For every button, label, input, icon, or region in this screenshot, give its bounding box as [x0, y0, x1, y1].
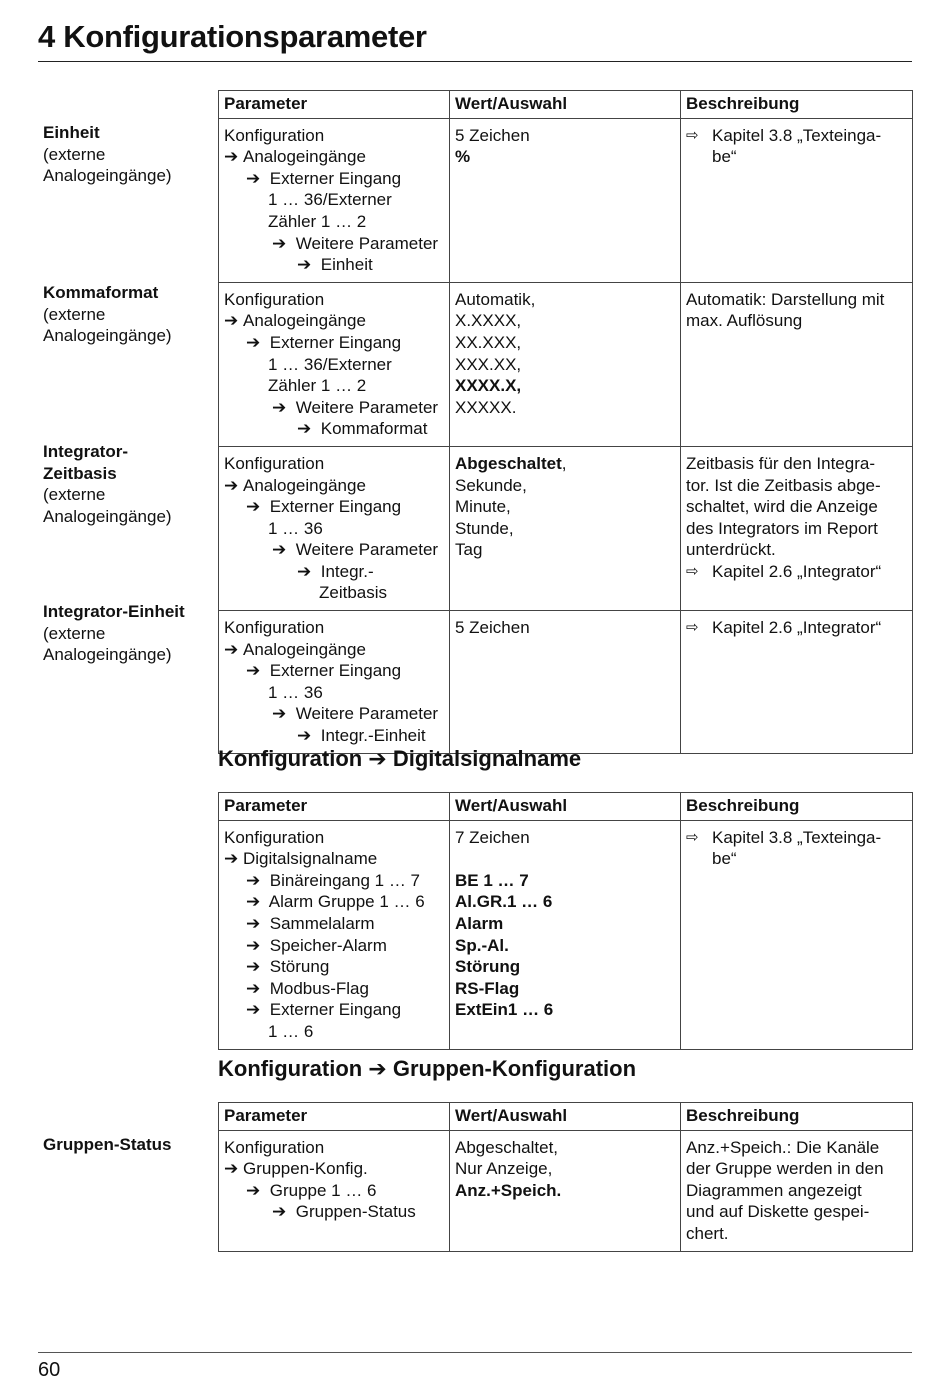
arrow-right-icon: ➔	[272, 233, 287, 253]
description-cell: Anz.+Speich.: Die Kanäle der Gruppe werden in den Diagrammen angezeigt und auf Diskette gespei- chert.	[681, 1130, 913, 1251]
table-row	[219, 820, 913, 1049]
reference-arrow-icon: ⇨	[686, 619, 699, 637]
table-row	[219, 282, 913, 446]
chapter-title: 4 Konfigurationsparameter	[38, 19, 427, 54]
arrow-right-icon: ➔	[224, 311, 239, 331]
table-row	[219, 1130, 913, 1251]
arrow-right-icon: ➔	[246, 892, 261, 912]
value-cell: Abgeschaltet, Nur Anzeige, Anz.+Speich.	[450, 1130, 681, 1251]
table-row	[219, 611, 913, 754]
arrow-right-icon: ➔	[224, 475, 239, 495]
arrow-right-icon: ➔	[297, 419, 312, 439]
arrow-right-icon: ➔	[246, 1180, 261, 1200]
arrow-right-icon: ➔	[246, 1000, 261, 1020]
arrow-right-icon: ➔	[246, 497, 261, 517]
arrow-right-icon: ➔	[246, 332, 261, 352]
value-cell: Abgeschaltet, Sekunde, Minute, Stunde, Tag	[450, 446, 681, 610]
section-title-digitalsignalname: Konfiguration ➔ Digitalsignalname	[218, 746, 582, 771]
description-cell: Automatik: Darstellung mit max. Auflösung	[681, 282, 913, 446]
value-cell: 5 Zeichen	[450, 611, 681, 754]
arrow-right-icon: ➔	[224, 147, 239, 167]
table-header-row	[219, 1103, 913, 1131]
description-cell: ⇨ Kapitel 2.6 „Integrator“	[681, 611, 913, 754]
parameter-path: Konfiguration ➔ Analogeingänge ➔ Externer Eingang 1 … 36/Externer Zähler 1 … 2 ➔ Weitere Parameter ➔ Kommaformat	[219, 282, 450, 446]
row-label-integrator-einheit: Integrator-Einheit (externe Analogeingänge)	[43, 602, 185, 665]
parameter-table-analog	[218, 90, 913, 754]
arrow-right-icon: ➔	[246, 935, 261, 955]
row-label-gruppen-status: Gruppen-Status	[43, 1135, 172, 1154]
description-cell: ⇨ Kapitel 3.8 „Texteinga- be“	[681, 820, 913, 1049]
row-label-integrator-zeitbasis: Integrator- Zeitbasis (externe Analogeingänge)	[43, 442, 172, 526]
header-wert: Wert/Auswahl	[450, 91, 681, 119]
header-beschreibung: Beschreibung	[681, 793, 913, 821]
section-title-gruppen-konfiguration: Konfiguration ➔ Gruppen-Konfiguration	[218, 1056, 637, 1081]
reference-arrow-icon: ⇨	[686, 828, 699, 846]
arrow-right-icon: ➔	[297, 255, 312, 275]
arrow-right-icon: ➔	[224, 849, 239, 869]
arrow-right-icon: ➔	[224, 1159, 239, 1179]
arrow-right-icon: ➔	[297, 561, 312, 581]
arrow-right-icon: ➔	[272, 540, 287, 560]
arrow-right-icon: ➔	[246, 913, 261, 933]
header-wert: Wert/Auswahl	[450, 793, 681, 821]
table-row	[219, 446, 913, 610]
arrow-right-icon: ➔	[246, 978, 261, 998]
row-label-kommaformat: Kommaformat (externe Analogeingänge)	[43, 283, 172, 346]
header-parameter: Parameter	[219, 793, 450, 821]
header-parameter: Parameter	[219, 1103, 450, 1131]
arrow-right-icon: ➔	[297, 726, 312, 746]
header-parameter: Parameter	[219, 91, 450, 119]
footer-rule	[38, 1352, 912, 1353]
arrow-right-icon: ➔	[272, 1202, 287, 1222]
reference-arrow-icon: ⇨	[686, 562, 699, 580]
description-cell: ⇨ Kapitel 3.8 „Texteinga- be“	[681, 118, 913, 282]
arrow-right-icon: ➔	[246, 870, 261, 890]
parameter-path: Konfiguration ➔ Analogeingänge ➔ Externer Eingang 1 … 36 ➔ Weitere Parameter ➔ Integr.- Zeitbasis	[219, 446, 450, 610]
value-cell: 7 Zeichen BE 1 … 7 Al.GR.1 … 6 Alarm Sp.-Al. Störung RS-Flag ExtEin1 … 6	[450, 820, 681, 1049]
parameter-path: Konfiguration ➔ Digitalsignalname ➔ Binäreingang 1 … 7 ➔ Alarm Gruppe 1 … 6 ➔ Sammelalarm ➔ Speicher-Alarm ➔ Störung ➔ Modbus-Flag ➔ Externer Eingang 1 … 6	[219, 820, 450, 1049]
parameter-path: Konfiguration ➔ Analogeingänge ➔ Externer Eingang 1 … 36 ➔ Weitere Parameter ➔ Integr.-Einheit	[219, 611, 450, 754]
arrow-right-icon: ➔	[246, 661, 261, 681]
parameter-table-gruppen	[218, 1102, 913, 1252]
arrow-right-icon: ➔	[272, 704, 287, 724]
title-rule	[38, 61, 912, 62]
arrow-right-icon: ➔	[246, 168, 261, 188]
arrow-right-icon: ➔	[224, 639, 239, 659]
arrow-right-icon: ➔	[272, 397, 287, 417]
value-cell: 5 Zeichen %	[450, 118, 681, 282]
table-header-row	[219, 793, 913, 821]
arrow-right-icon: ➔	[246, 957, 261, 977]
header-beschreibung: Beschreibung	[681, 1103, 913, 1131]
description-cell: Zeitbasis für den Integra- tor. Ist die Zeitbasis abge- schaltet, wird die Anzeige des Integrators im Report unterdrückt. ⇨ Kapitel 2.6 „Integrator“	[681, 446, 913, 610]
parameter-table-digital	[218, 792, 913, 1050]
reference-arrow-icon: ⇨	[686, 126, 699, 144]
page-number: 60	[38, 1359, 61, 1381]
value-cell: Automatik, X.XXXX, XX.XXX, XXX.XX, XXXX.X, XXXXX.	[450, 282, 681, 446]
table-row	[219, 118, 913, 282]
table-header-row	[219, 91, 913, 119]
row-label-einheit: Einheit (externe Analogeingänge)	[43, 123, 172, 186]
parameter-path: Konfiguration ➔ Analogeingänge ➔ Externer Eingang 1 … 36/Externer Zähler 1 … 2 ➔ Weitere Parameter ➔ Einheit	[219, 118, 450, 282]
parameter-path: Konfiguration ➔ Gruppen-Konfig. ➔ Gruppe 1 … 6 ➔ Gruppen-Status	[219, 1130, 450, 1251]
header-wert: Wert/Auswahl	[450, 1103, 681, 1131]
header-beschreibung: Beschreibung	[681, 91, 913, 119]
